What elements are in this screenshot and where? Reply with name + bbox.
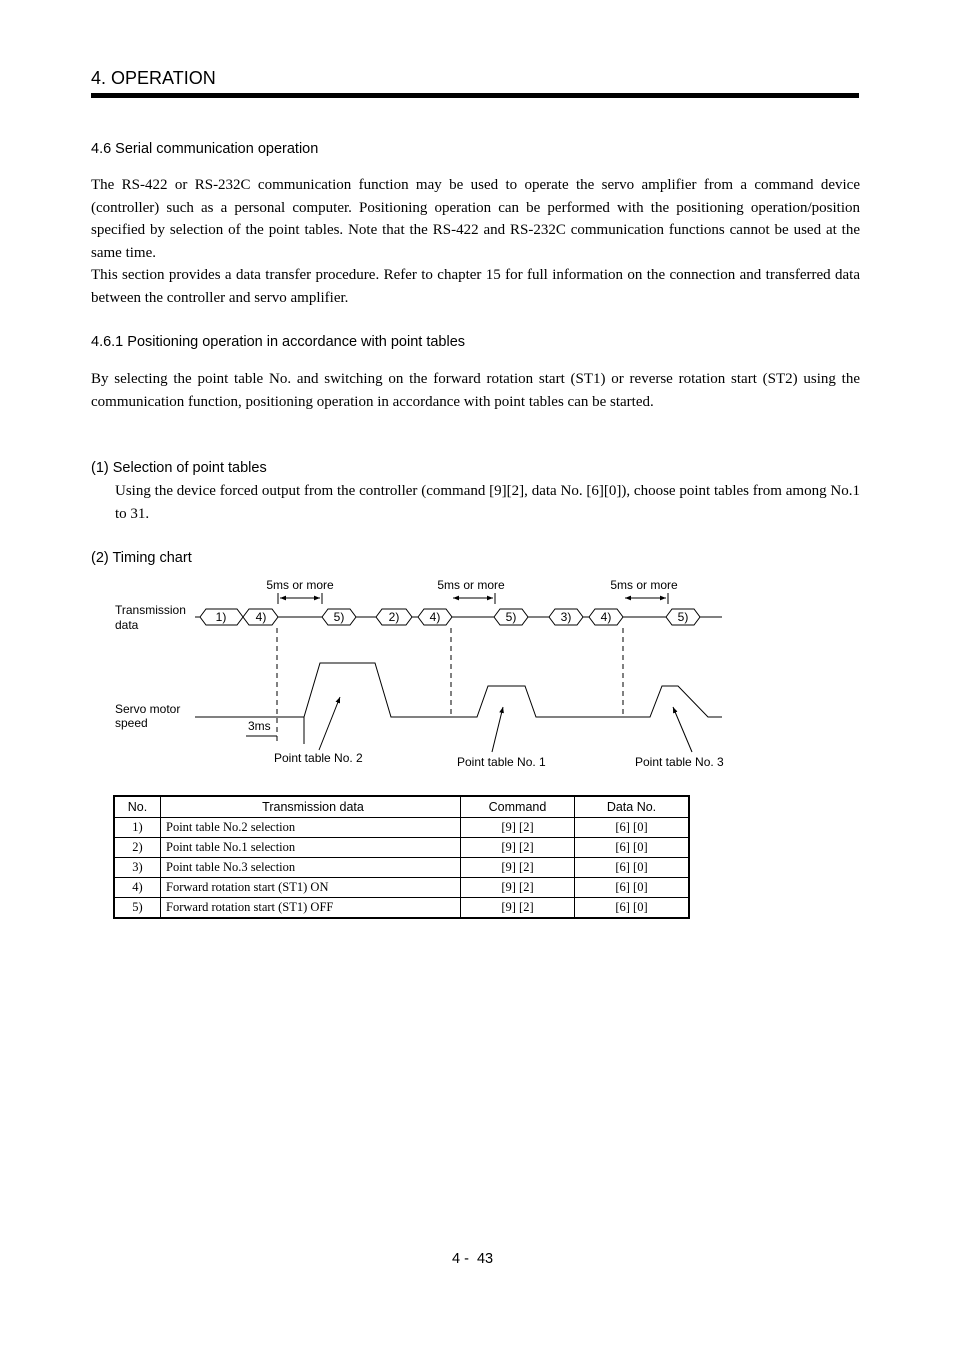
- cell-transmission: Forward rotation start (ST1) OFF: [161, 898, 461, 919]
- speed-waveform: [195, 663, 722, 717]
- chapter-title: 4. OPERATION: [91, 68, 216, 88]
- cell-data-no: [6] [0]: [575, 818, 690, 838]
- cell-no: 1): [114, 818, 161, 838]
- table-row: [114, 878, 689, 898]
- speed-label-line-1: Servo motor: [115, 702, 181, 716]
- delay-label: 3ms: [248, 719, 271, 733]
- interval-arrows: [278, 593, 668, 604]
- table-header-row: [114, 796, 689, 818]
- cell-data-no: [6] [0]: [575, 858, 690, 878]
- reference-dashed-lines: [277, 628, 623, 744]
- speed-label-line-2: speed: [115, 716, 148, 730]
- frame-5: 4): [429, 610, 441, 624]
- item-1-heading: (1) Selection of point tables: [91, 460, 267, 476]
- table-header-no: No.: [114, 796, 161, 818]
- page-number: 4 - 43: [452, 1251, 494, 1267]
- cell-data-no: [6] [0]: [575, 878, 690, 898]
- cell-transmission: Point table No.3 selection: [161, 858, 461, 878]
- table-header-data-no: Data No.: [575, 796, 690, 818]
- cell-transmission: Forward rotation start (ST1) ON: [161, 878, 461, 898]
- table-row: [114, 818, 689, 838]
- item-1-paragraph: Using the device forced output from the controller (command [9][2], data No. [6][0]), choose point tables from among No.1 to 31.: [115, 483, 860, 522]
- point-label-2: Point table No. 1: [457, 755, 546, 769]
- point-label-3: Point table No. 3: [635, 755, 724, 769]
- cell-data-no: [6] [0]: [575, 898, 690, 919]
- cell-data-no: [6] [0]: [575, 838, 690, 858]
- transmission-label-line-2: data: [115, 618, 139, 632]
- section-paragraph-2: This section provides a data transfer procedure. Refer to chapter 15 for full information on the connection and transferred data between the controller and servo amplifier.: [91, 267, 860, 306]
- frame-6: 5): [505, 610, 517, 624]
- frame-3: 5): [333, 610, 345, 624]
- chapter-rule: [91, 93, 859, 98]
- cell-no: 3): [114, 858, 161, 878]
- table-row: [114, 898, 689, 919]
- cell-transmission: Point table No.2 selection: [161, 818, 461, 838]
- frame-7: 3): [560, 610, 572, 624]
- cell-no: 5): [114, 898, 161, 919]
- subsection-heading: 4.6.1 Positioning operation in accordance with point tables: [91, 334, 466, 350]
- interval-label-2: 5ms or more: [437, 578, 505, 592]
- table-row: [114, 858, 689, 878]
- frame-2: 4): [255, 610, 267, 624]
- cell-command: [9] [2]: [461, 818, 575, 838]
- table-header-command: Command: [461, 796, 575, 818]
- item-2-heading: (2) Timing chart: [91, 550, 192, 566]
- cell-transmission: Point table No.1 selection: [161, 838, 461, 858]
- frame-8: 4): [600, 610, 612, 624]
- frame-9: 5): [677, 610, 689, 624]
- subsection-paragraph: By selecting the point table No. and switching on the forward rotation start (ST1) or reverse rotation start (ST2) using the communication function, positioning operation in accordance with point tables can be started.: [91, 371, 860, 410]
- transmission-table: [113, 795, 690, 919]
- frame-4: 2): [388, 610, 400, 624]
- frame-1: 1): [215, 610, 227, 624]
- interval-label-1: 5ms or more: [266, 578, 334, 592]
- cell-command: [9] [2]: [461, 838, 575, 858]
- cell-no: 2): [114, 838, 161, 858]
- point-label-1: Point table No. 2: [274, 751, 363, 765]
- cell-command: [9] [2]: [461, 898, 575, 919]
- transmission-label-line-1: Transmission: [115, 603, 186, 617]
- pointer-arrows: [319, 697, 692, 752]
- cell-command: [9] [2]: [461, 858, 575, 878]
- section-paragraph-1: The RS-422 or RS-232C communication function may be used to operate the servo amplifier from a command device (controller) such as a personal computer. Positioning operation can be performed with the positioning operation/position specified by selection of the point tables. Note that the RS-422 and RS-232C communication functions cannot be used at the same time.: [91, 177, 860, 261]
- cell-command: [9] [2]: [461, 878, 575, 898]
- table-row: [114, 838, 689, 858]
- table-header-transmission: Transmission data: [161, 796, 461, 818]
- cell-no: 4): [114, 878, 161, 898]
- timing-chart: [0, 570, 954, 780]
- section-heading: 4.6 Serial communication operation: [91, 141, 319, 157]
- interval-label-3: 5ms or more: [610, 578, 678, 592]
